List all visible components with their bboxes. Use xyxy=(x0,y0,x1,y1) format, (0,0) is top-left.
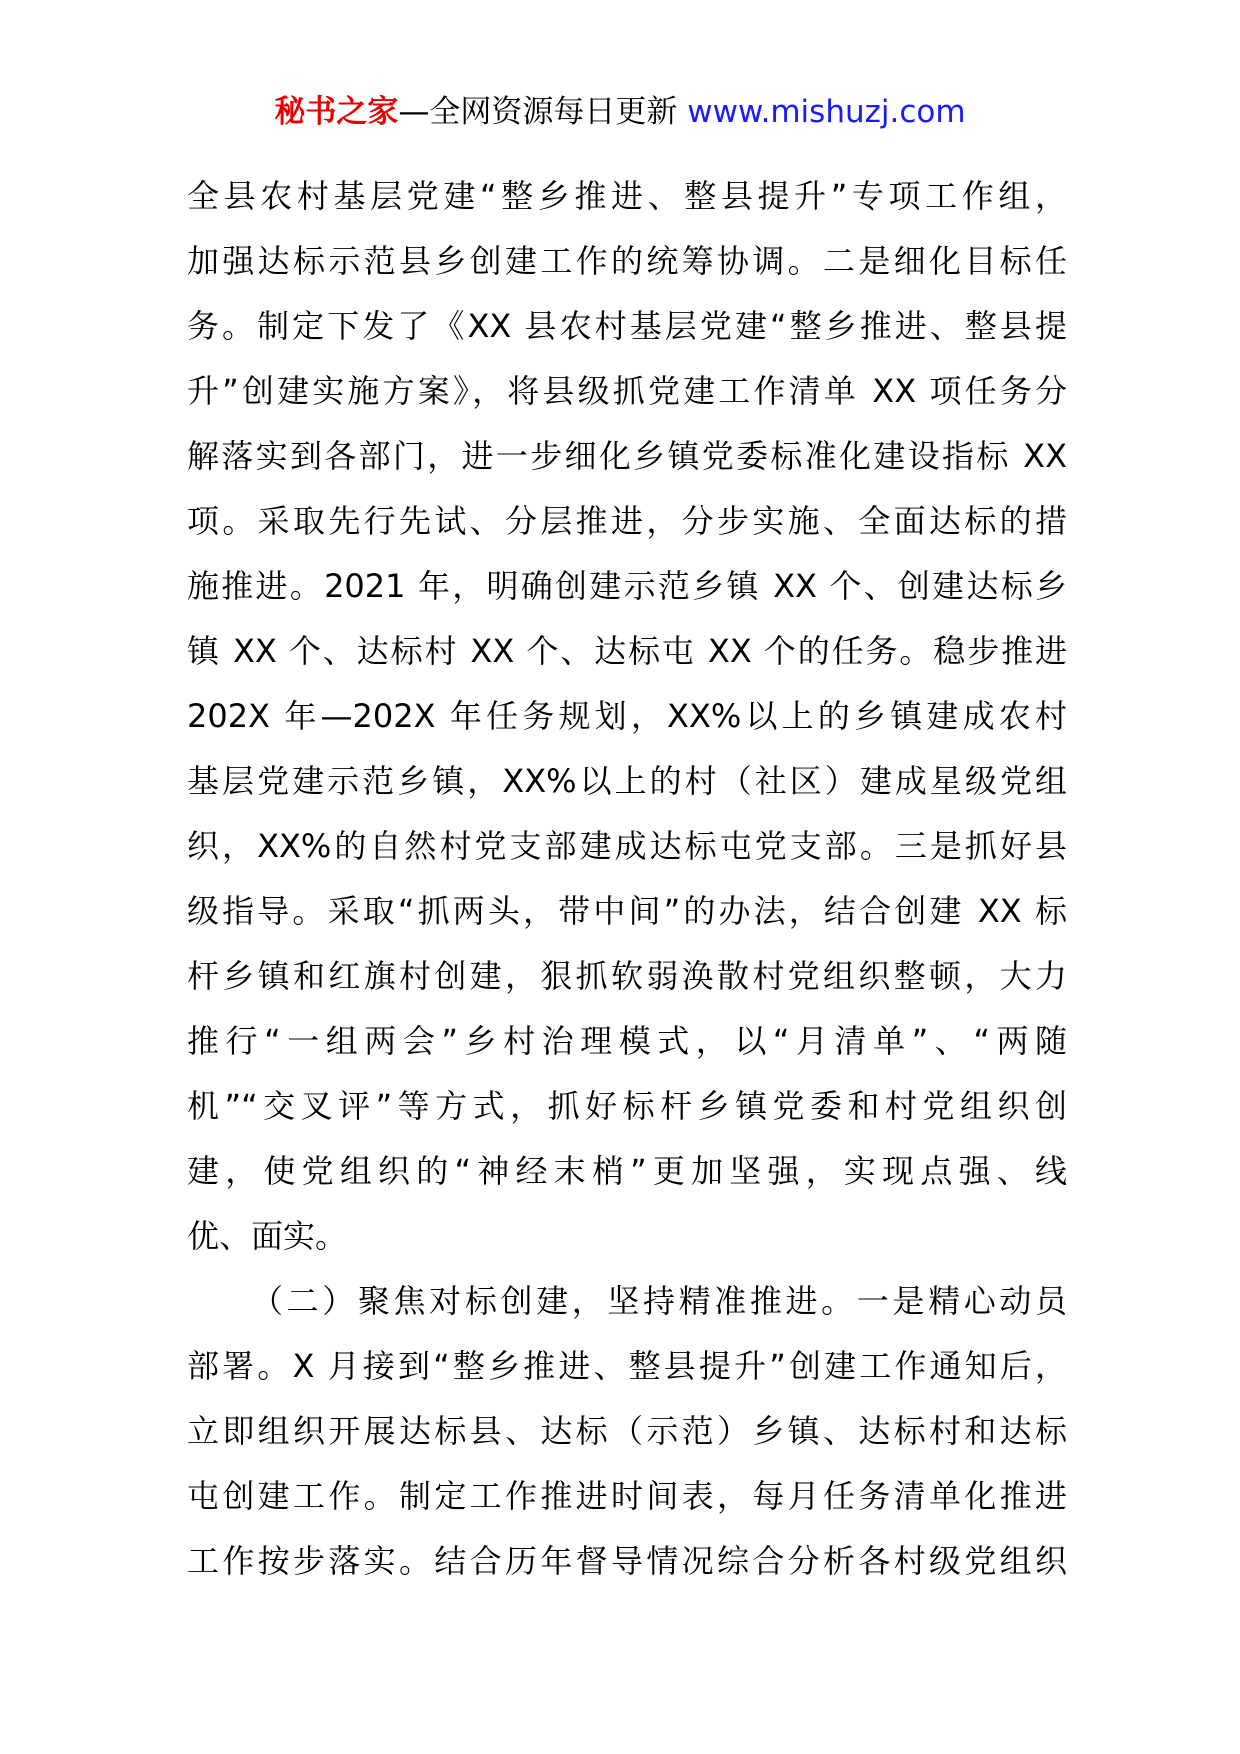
text-line: 解落实到各部门，进一步细化乡镇党委标准化建设指标 XX xyxy=(187,437,1067,475)
site-brand: 秘书之家 xyxy=(274,94,399,130)
text-line: 项。采取先行先试、分层推进，分步实施、全面达标的措 xyxy=(187,502,1067,540)
site-url-link[interactable]: www.mishuzj.com xyxy=(687,94,966,130)
text-line: 镇 XX 个、达标村 XX 个、达标屯 XX 个的任务。稳步推进 xyxy=(187,632,1067,670)
text-line: 织，XX%的自然村党支部建成达标屯党支部。三是抓好县 xyxy=(187,827,1067,865)
text-line: 机”“交叉评”等方式，抓好标杆乡镇党委和村党组织创 xyxy=(187,1087,1067,1125)
text-line: 部署。X 月接到“整乡推进、整县提升”创建工作通知后， xyxy=(187,1347,1067,1385)
text-line: 升”创建实施方案》，将县级抓党建工作清单 XX 项任务分 xyxy=(187,372,1067,410)
site-header xyxy=(0,92,1240,132)
text-line: 级指导。采取“抓两头，带中间”的办法，结合创建 XX 标 xyxy=(187,892,1067,930)
paragraph-start-line: （二）聚焦对标创建，坚持精准推进。一是精心动员 xyxy=(251,1282,1067,1320)
text-line: 工作按步落实。结合历年督导情况综合分析各村级党组织 xyxy=(187,1542,1067,1580)
text-line: 加强达标示范县乡创建工作的统筹协调。二是细化目标任 xyxy=(187,242,1067,280)
text-line: 202X 年—202X 年任务规划，XX%以上的乡镇建成农村 xyxy=(187,697,1067,735)
text-line: 基层党建示范乡镇，XX%以上的村（社区）建成星级党组 xyxy=(187,762,1067,800)
text-line: 立即组织开展达标县、达标（示范）乡镇、达标村和达标 xyxy=(187,1412,1067,1450)
text-line: 务。制定下发了《XX 县农村基层党建“整乡推进、整县提 xyxy=(187,307,1067,345)
text-line: 杆乡镇和红旗村创建，狠抓软弱涣散村党组织整顿，大力 xyxy=(187,957,1067,995)
paragraph-end-line: 优、面实。 xyxy=(187,1217,348,1255)
site-tagline: —全网资源每日更新 xyxy=(398,94,678,130)
document-body xyxy=(187,164,1067,1594)
text-line: 推行“一组两会”乡村治理模式，以“月清单”、“两随 xyxy=(187,1022,1067,1060)
text-line: 全县农村基层党建“整乡推进、整县提升”专项工作组， xyxy=(187,177,1067,215)
text-line: 屯创建工作。制定工作推进时间表，每月任务清单化推进 xyxy=(187,1477,1067,1515)
text-line: 建，使党组织的“神经末梢”更加坚强，实现点强、线 xyxy=(187,1152,1067,1190)
text-line: 施推进。2021 年，明确创建示范乡镇 XX 个、创建达标乡 xyxy=(187,567,1067,605)
